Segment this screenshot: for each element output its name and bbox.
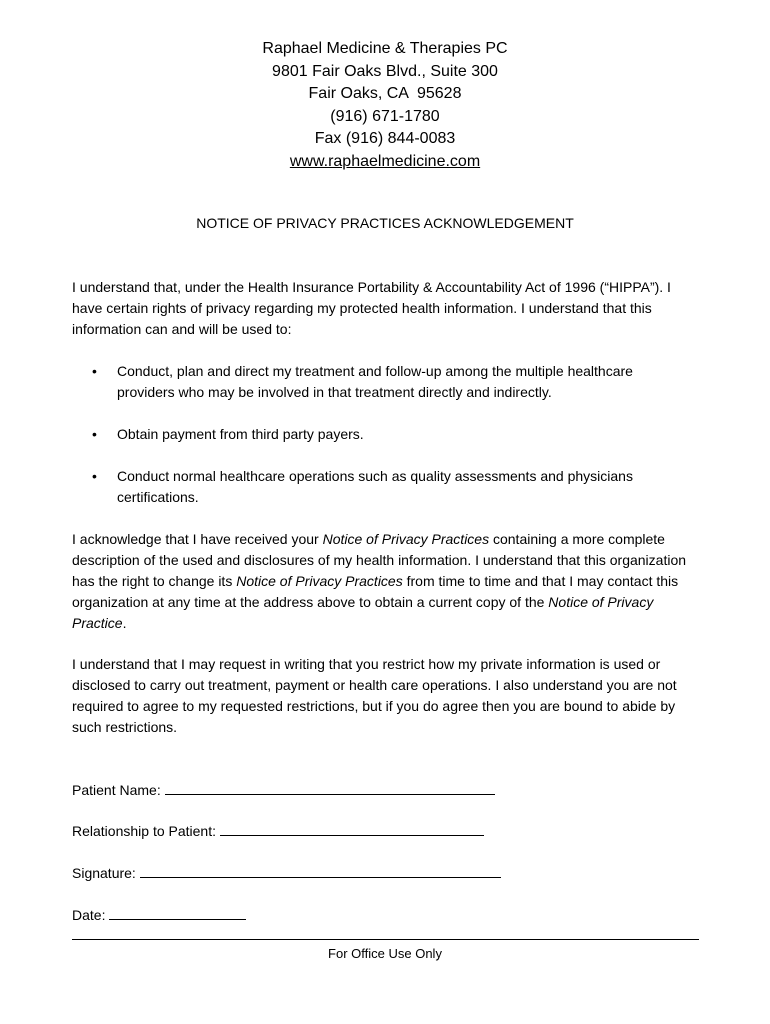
website-link[interactable]: www.raphaelmedicine.com [289,152,481,170]
bullet-text: Obtain payment from third party payers. [117,426,364,442]
letterhead [0,38,770,173]
list-item [92,361,692,403]
relationship-label: Relationship to Patient: [72,823,216,839]
acknowledgement-paragraph [72,529,702,634]
list-item [92,466,692,508]
restriction-paragraph: I understand that I may request in writing that you restrict how my private information is used or disclosed to carry out treatment, payment or health care operations. I also understand you are not required to agree to my requested restrictions, but if you do agree then you are bound to abide by such restrictions. [72,656,677,735]
date-field [72,905,246,925]
intro-paragraph: I understand that, under the Health Insurance Portability & Accountability Act of 1996 (“HIPPA”). I have certain rights of privacy regarding my protected health information. I understand that this information can and will be used to: [72,279,671,337]
patient-name-input[interactable] [165,780,495,795]
relationship-input[interactable] [220,821,484,836]
bullet-icon: • [92,426,97,442]
phone-number: (916) 671-1780 [330,107,440,125]
bullet-text: Conduct, plan and direct my treatment and follow-up among the multiple healthcare providers who may be involved in that treatment directly and indirectly. [117,363,633,400]
relationship-field [72,821,484,841]
ack-text: I acknowledge that I have received your [72,531,323,547]
document-title: NOTICE OF PRIVACY PRACTICES ACKNOWLEDGEMENT [196,215,574,231]
fax-number: Fax (916) 844-0083 [314,130,456,147]
date-input[interactable] [109,905,246,920]
ack-italic: Notice of Privacy Practice [72,594,654,631]
bullet-icon: • [92,363,97,379]
ack-text: . [122,615,127,631]
list-item [92,424,692,445]
date-label: Date: [72,907,106,923]
patient-name-label: Patient Name: [72,782,161,798]
bullet-text: Conduct normal healthcare operations such as quality assessments and physicians certifications. [117,468,633,505]
ack-italic: Notice of Privacy Practices [236,573,403,589]
address-line-2: Fair Oaks, CA 95628 [308,85,462,102]
address-line-1: 9801 Fair Oaks Blvd., Suite 300 [272,62,498,80]
ack-text: containing a more complete description of the used and disclosures of my health information. I understand that this organization has the right to change its [72,531,687,589]
practice-name: Raphael Medicine & Therapies PC [262,40,508,57]
ack-italic: Notice of Privacy Practices [322,531,490,547]
signature-label: Signature: [72,865,136,881]
office-use-divider [72,939,699,940]
ack-text: from time to time and that I may contact this organization at any time at the address above to obtain a current copy of the [72,573,679,610]
bullet-icon: • [92,468,97,484]
signature-input[interactable] [140,863,501,878]
signature-field [72,863,501,883]
patient-name-field [72,780,495,800]
office-use-label: For Office Use Only [328,946,442,961]
